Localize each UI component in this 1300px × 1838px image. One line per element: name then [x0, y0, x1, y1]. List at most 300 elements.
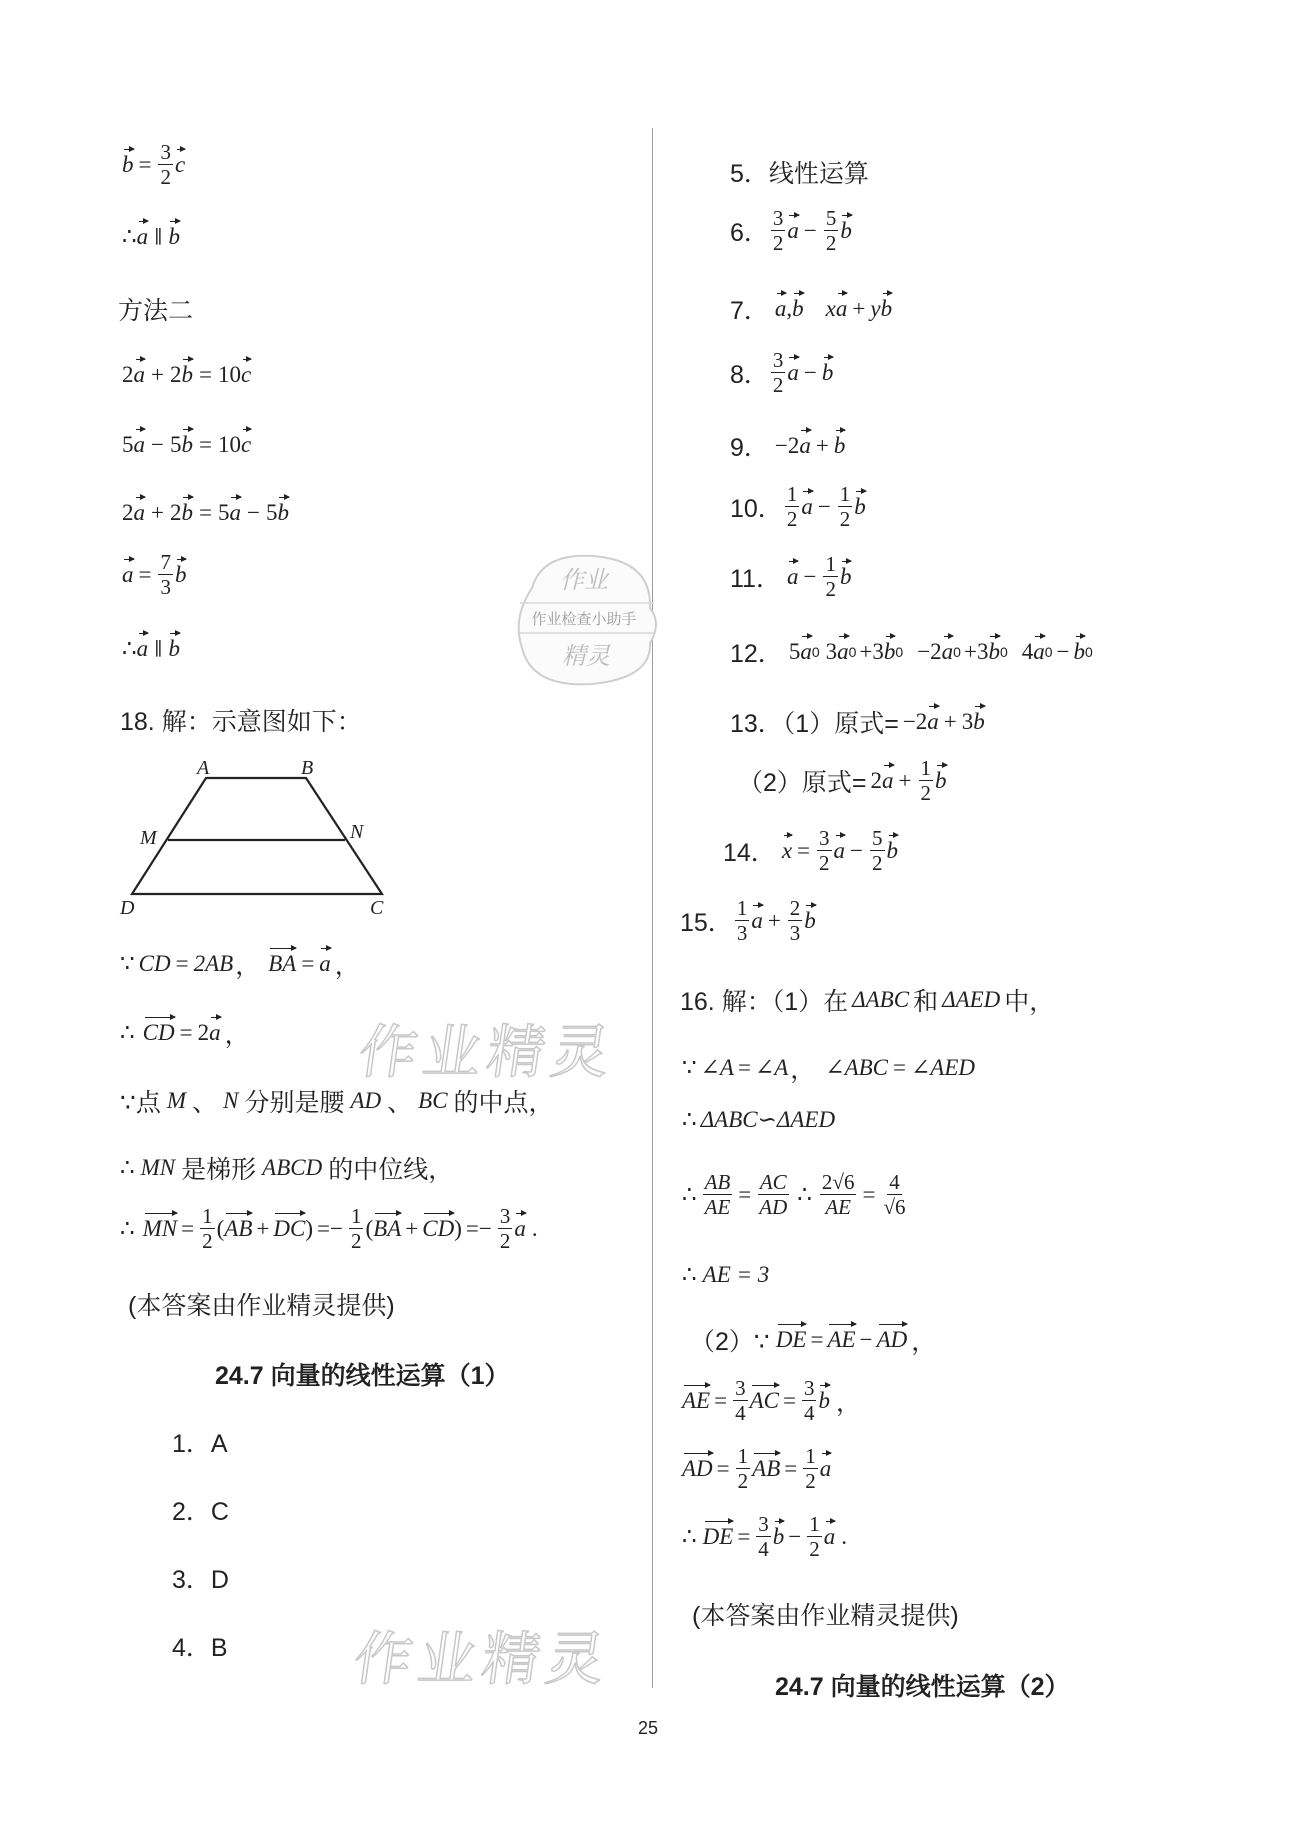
numerator: 1	[825, 552, 836, 576]
answer-6	[730, 206, 852, 255]
fraction	[807, 1512, 822, 1561]
section-heading-right: 24.7 向量的线性运算（2）	[775, 1673, 1070, 1701]
vector-b: b	[840, 217, 852, 243]
denominator: 2	[350, 1229, 362, 1253]
vector-c: c	[240, 362, 252, 387]
minus: −	[151, 432, 164, 457]
answer-2: 2．C	[172, 1498, 229, 1526]
angle-a: ∠A	[754, 1055, 789, 1080]
label: 15．	[680, 908, 733, 937]
denominator: 2	[737, 1469, 749, 1493]
fraction	[788, 896, 803, 945]
vector-b: b	[168, 224, 180, 249]
comma: ,	[786, 296, 793, 321]
equals: =	[737, 1055, 751, 1080]
coef: +3	[859, 639, 884, 664]
vector-x: x	[781, 837, 793, 863]
segment-mn: MN	[140, 1155, 176, 1180]
label-A: A	[197, 757, 210, 779]
text: 和	[913, 988, 939, 1016]
coef: 5	[265, 500, 278, 525]
vector-a: a	[801, 493, 813, 519]
vector-a: a	[133, 362, 145, 387]
point-m: M	[166, 1088, 187, 1113]
fraction	[919, 756, 934, 805]
vector-b: b	[833, 433, 846, 458]
fraction	[158, 550, 173, 599]
denominator: AE	[825, 1195, 852, 1219]
therefore-symbol: ∴	[122, 636, 137, 661]
denominator: 2	[772, 231, 784, 255]
vector-b: b	[839, 563, 852, 589]
equals: =	[179, 1020, 193, 1045]
coef: −2	[774, 433, 800, 458]
numerator: 1	[809, 1512, 820, 1536]
stamp-top-text: 作业	[560, 566, 608, 594]
proof-part-2-step-4	[682, 1512, 847, 1561]
because-symbol: ∵	[682, 1055, 697, 1080]
numerator: 1	[202, 1204, 213, 1228]
proof-step-1	[682, 1050, 975, 1086]
denominator: AE	[704, 1195, 731, 1219]
coef: 2	[197, 1020, 210, 1045]
denominator: 2	[772, 373, 784, 397]
vector-b0: b	[1073, 639, 1086, 664]
equals: =	[301, 951, 315, 976]
numerator: 3	[772, 206, 784, 230]
vector-b: b	[821, 359, 834, 385]
comma: ，	[911, 1328, 937, 1356]
vector-b: b	[122, 151, 134, 177]
denominator: 3	[160, 575, 171, 599]
vector-a: a	[787, 359, 799, 385]
vector-a: a	[136, 224, 149, 249]
label: 13．（1）原式=	[730, 710, 899, 738]
fraction	[735, 896, 750, 945]
vector-b: b	[174, 561, 187, 587]
vector-a: a	[882, 767, 894, 793]
label: 8．	[730, 360, 769, 389]
coef: 2	[169, 362, 182, 387]
vector-c: c	[174, 151, 186, 177]
vector-b: b	[854, 493, 866, 519]
period: .	[841, 1523, 848, 1549]
vector-a: a	[751, 907, 763, 933]
left-step-1	[120, 946, 360, 982]
numerator: 1	[736, 896, 748, 920]
label: （2）∵	[690, 1328, 770, 1356]
subscript: 0	[811, 644, 820, 660]
answer-13-part-1	[730, 704, 985, 740]
numerator: AC	[759, 1170, 787, 1194]
equals-minus: =−	[317, 1215, 343, 1241]
vector-b: b	[181, 432, 193, 457]
answer-10	[730, 482, 866, 531]
equals: =	[198, 362, 212, 387]
therefore-symbol: ∴	[122, 224, 137, 249]
stamp-watermark	[512, 548, 657, 693]
fraction	[200, 1204, 215, 1253]
therefore-symbol: ∴	[120, 1155, 135, 1180]
fraction	[158, 140, 173, 189]
vector-a0: a	[941, 639, 954, 664]
denominator: 4	[735, 1401, 746, 1425]
denominator: 2	[825, 231, 837, 255]
fraction	[349, 1204, 364, 1253]
triangle-abc: ΔABC	[852, 987, 910, 1012]
plus: +	[151, 362, 164, 387]
vector-b: b	[935, 767, 947, 793]
fraction	[703, 1170, 733, 1219]
vector-ac: AC	[749, 1387, 779, 1413]
left-eq-1	[122, 140, 185, 189]
text: ∵点	[120, 1089, 161, 1117]
coef: 2	[870, 767, 883, 793]
numerator: 1	[350, 1204, 362, 1228]
vector-b0: b	[988, 639, 1000, 664]
vector-ba: BA	[373, 1215, 402, 1241]
left-eq-4	[122, 432, 251, 458]
fraction	[498, 1204, 513, 1253]
proof-part-2-step-3	[682, 1444, 831, 1493]
answer-4: 4．B	[172, 1634, 228, 1662]
denominator: 3	[736, 921, 748, 945]
coef: 2	[122, 500, 134, 525]
fraction	[823, 552, 838, 601]
label-C: C	[370, 897, 384, 919]
fraction	[838, 482, 853, 531]
vector-a: a	[136, 636, 149, 661]
segment-cd: CD	[138, 951, 171, 976]
therefore-symbol: ∴	[682, 1181, 697, 1207]
plus: +	[898, 767, 912, 793]
numerator: 3	[160, 140, 171, 164]
coef: 10	[217, 432, 241, 457]
vector-b: b	[880, 296, 893, 321]
two-ab: 2AB	[193, 951, 234, 976]
numerator: 3	[758, 1512, 769, 1536]
vector-ad: AD	[876, 1327, 908, 1352]
numerator: 1	[839, 482, 851, 506]
fraction	[824, 206, 839, 255]
section-heading-left: 24.7 向量的线性运算（1）	[215, 1362, 510, 1390]
denominator: 2	[872, 851, 883, 875]
numerator: 7	[160, 550, 171, 574]
answer-12	[730, 634, 1093, 670]
subscript: 0	[953, 644, 961, 660]
coef: 5	[217, 500, 230, 525]
numerator: 1	[805, 1444, 816, 1468]
label: （2）原式=	[738, 768, 867, 797]
numerator: 3	[499, 1204, 511, 1228]
left-eq-2	[122, 224, 180, 250]
equals: =	[198, 432, 212, 457]
plus: +	[405, 1215, 419, 1241]
vector-de: DE	[775, 1327, 807, 1352]
vector-b: b	[181, 500, 193, 525]
label: 7．	[730, 297, 769, 325]
vector-b: b	[886, 837, 898, 863]
similar-triangles: ΔABC∽ΔAED	[700, 1107, 836, 1132]
equals: =	[138, 151, 152, 177]
coef: 3	[961, 709, 974, 734]
numerator: 3	[772, 348, 784, 372]
vector-dc: DC	[273, 1215, 306, 1241]
label-M: M	[140, 827, 157, 849]
result-ae: AE = 3	[702, 1262, 770, 1287]
equals: =	[893, 1055, 906, 1080]
therefore-symbol: ∴	[120, 1215, 135, 1241]
text: 的中位线，	[328, 1156, 454, 1184]
vector-c: c	[240, 432, 252, 457]
equals: =	[797, 837, 811, 863]
fraction	[756, 1512, 771, 1561]
comma: ，	[790, 1056, 816, 1084]
equals: =	[782, 1387, 796, 1413]
equals: =	[175, 951, 189, 976]
answer-3: 3．D	[172, 1566, 229, 1594]
fraction	[757, 1170, 789, 1219]
coef: 2	[122, 362, 134, 387]
coef: 10	[217, 362, 241, 387]
vector-a: a	[799, 433, 811, 458]
answer-provided-note-left: (本答案由作业精灵提供)	[128, 1292, 395, 1320]
denominator: 4	[803, 1401, 815, 1425]
vector-b: b	[168, 636, 180, 661]
vector-b0: b	[883, 639, 896, 664]
vector-ae: AE	[682, 1387, 711, 1413]
parallel-symbol: ∥	[154, 226, 163, 247]
numerator: 2	[789, 896, 801, 920]
vector-a: a	[319, 951, 331, 976]
therefore-symbol: ∴	[682, 1523, 697, 1549]
segment-ad: AD	[350, 1088, 382, 1113]
answer-9	[730, 428, 845, 464]
plus: +	[815, 433, 829, 458]
therefore-symbol: ∴	[682, 1262, 697, 1287]
equals-minus: =−	[465, 1215, 492, 1241]
equals: =	[737, 1523, 751, 1549]
coef: 5	[122, 432, 134, 457]
coef: −2	[902, 709, 928, 734]
fraction	[820, 1170, 857, 1219]
equals: =	[810, 1327, 824, 1352]
question-18-heading: 18. 解：示意图如下：	[120, 708, 362, 736]
answer-1: 1．A	[172, 1430, 228, 1458]
left-step-4	[120, 1150, 453, 1186]
text: 16. 解：（1）在	[680, 988, 849, 1016]
vector-de: DE	[702, 1523, 734, 1549]
vector-a: a	[819, 1455, 832, 1481]
fraction	[803, 1444, 818, 1493]
separator: 、	[192, 1089, 218, 1117]
equals: =	[714, 1387, 728, 1413]
numerator: AB	[704, 1170, 731, 1194]
proof-step-3	[682, 1170, 909, 1219]
minus: −	[1056, 639, 1070, 664]
vector-a: a	[833, 837, 846, 863]
equals: =	[862, 1181, 876, 1207]
vector-ab: AB	[224, 1215, 253, 1241]
label: 10．	[730, 494, 783, 523]
denominator: 3	[789, 921, 801, 945]
trapezoid-figure	[116, 752, 396, 922]
answer-5: 5．线性运算	[730, 160, 869, 188]
center-watermark: 作业精灵	[354, 1018, 621, 1086]
fraction	[802, 1376, 817, 1425]
numerator: 1	[920, 756, 931, 780]
denominator: 2	[819, 851, 830, 875]
numerator: 3	[803, 1376, 815, 1400]
label: 12．	[730, 640, 783, 668]
vector-b: b	[792, 296, 804, 321]
triangle-aed: ΔAED	[942, 987, 1001, 1012]
separator: 、	[387, 1089, 413, 1117]
answer-14	[723, 826, 898, 875]
vector-b: b	[973, 709, 985, 734]
therefore-symbol: ∴	[120, 1020, 135, 1045]
answer-11	[730, 552, 851, 601]
because-symbol: ∵	[120, 951, 135, 976]
numerator: 4	[889, 1170, 900, 1194]
subscript: 0	[999, 644, 1008, 660]
comma: ，	[235, 952, 261, 980]
fraction	[870, 826, 885, 875]
denominator: 2	[920, 781, 931, 805]
subscript: 0	[848, 644, 857, 660]
var-x: x	[825, 296, 836, 321]
vector-a: a	[823, 1523, 836, 1549]
fraction	[771, 348, 786, 397]
plus: +	[852, 296, 866, 321]
var-y: y	[870, 296, 881, 321]
equals: =	[784, 1455, 798, 1481]
answer-8	[730, 348, 833, 397]
question-16-heading	[680, 982, 1054, 1018]
period: .	[531, 1215, 538, 1241]
equals: =	[181, 1215, 195, 1241]
denominator: 2	[786, 507, 798, 531]
method-two-heading: 方法二	[118, 297, 194, 325]
coef: −2	[917, 639, 942, 664]
vector-a: a	[927, 709, 939, 734]
vector-cd: CD	[142, 1020, 175, 1045]
minus: −	[788, 1523, 802, 1549]
parallel-symbol: ∥	[154, 638, 163, 659]
coef: 4	[1021, 639, 1034, 664]
equals: =	[138, 561, 152, 587]
minus: −	[859, 1327, 873, 1352]
numerator: 2√6	[821, 1170, 855, 1194]
proof-part-2-step-2	[682, 1376, 861, 1425]
numerator: 1	[786, 482, 798, 506]
subscript: 0	[1044, 644, 1053, 660]
minus: −	[246, 500, 260, 525]
proof-step-2	[682, 1107, 835, 1133]
label-N: N	[350, 821, 364, 843]
vector-ae: AE	[827, 1327, 856, 1352]
vector-b: b	[277, 500, 289, 525]
plus: +	[943, 709, 957, 734]
denominator: 2	[160, 165, 171, 189]
vector-a: a	[229, 500, 241, 525]
equals: =	[198, 500, 212, 525]
numerator: 3	[735, 1376, 746, 1400]
stamp-middle-text: 作业检查小助手	[531, 610, 637, 628]
vector-a0: a	[837, 639, 849, 664]
coef: 5	[169, 432, 182, 457]
left-eq-7	[122, 636, 180, 662]
coef: 2	[169, 500, 182, 525]
denominator: 2	[825, 577, 836, 601]
therefore-symbol: ∴	[682, 1107, 697, 1132]
answer-provided-note-right: (本答案由作业精灵提供)	[692, 1602, 959, 1630]
vector-b: b	[818, 1387, 830, 1413]
vector-mn: MN	[142, 1215, 178, 1241]
fraction	[881, 1170, 907, 1219]
subscript: 0	[895, 644, 904, 660]
angle-a: ∠A	[700, 1055, 734, 1080]
label: 11．	[730, 564, 781, 593]
left-step-2	[120, 1015, 250, 1051]
minus: −	[803, 563, 817, 589]
segment-bc: BC	[418, 1088, 448, 1113]
coef: +3	[963, 639, 989, 664]
plus: +	[767, 907, 781, 933]
vector-a: a	[774, 296, 787, 321]
label: 9．	[730, 434, 769, 462]
vector-a: a	[133, 500, 145, 525]
comma: ，	[334, 952, 360, 980]
label: 14．	[723, 838, 776, 867]
left-eq-3	[122, 362, 251, 388]
left-eq-6	[122, 550, 186, 599]
trapezoid-abcd: ABCD	[262, 1155, 323, 1180]
minus: −	[817, 493, 831, 519]
text: 是梯形	[181, 1156, 257, 1184]
fraction	[785, 482, 800, 531]
left-step-5: ∴ MN = $\frac{1}{2}$ ( AB + DC ) =− $\frac{1}{2}$ ( BA + CD ) =− $\frac{3}{2}$ a .	[120, 1204, 538, 1253]
vector-b: b	[181, 362, 193, 387]
numerator: 1	[737, 1444, 749, 1468]
numerator: 5	[825, 206, 837, 230]
vector-a: a	[786, 563, 799, 589]
point-n: N	[223, 1088, 239, 1113]
denominator: 2	[202, 1229, 213, 1253]
vector-a: a	[209, 1020, 221, 1045]
bottom-watermark: 作业精灵	[349, 1625, 616, 1693]
vector-a0: a	[800, 639, 812, 664]
coef: 5	[788, 639, 801, 664]
page-number: 25	[638, 1718, 659, 1738]
fraction	[817, 826, 832, 875]
therefore-symbol: ∴	[797, 1181, 812, 1207]
denominator: 2	[805, 1469, 816, 1493]
denominator: √6	[883, 1195, 906, 1219]
answer-7	[730, 291, 892, 327]
numerator: 3	[819, 826, 830, 850]
proof-part-2-step-1	[690, 1322, 936, 1358]
label: 6．	[730, 218, 769, 247]
plus: +	[256, 1215, 270, 1241]
denominator: AD	[759, 1195, 788, 1219]
column-divider	[652, 128, 653, 1688]
vector-a: a	[787, 217, 799, 243]
denominator: 4	[758, 1537, 769, 1561]
vector-b: b	[804, 907, 816, 933]
comma: ，	[835, 1388, 861, 1417]
answer-15	[680, 896, 816, 945]
